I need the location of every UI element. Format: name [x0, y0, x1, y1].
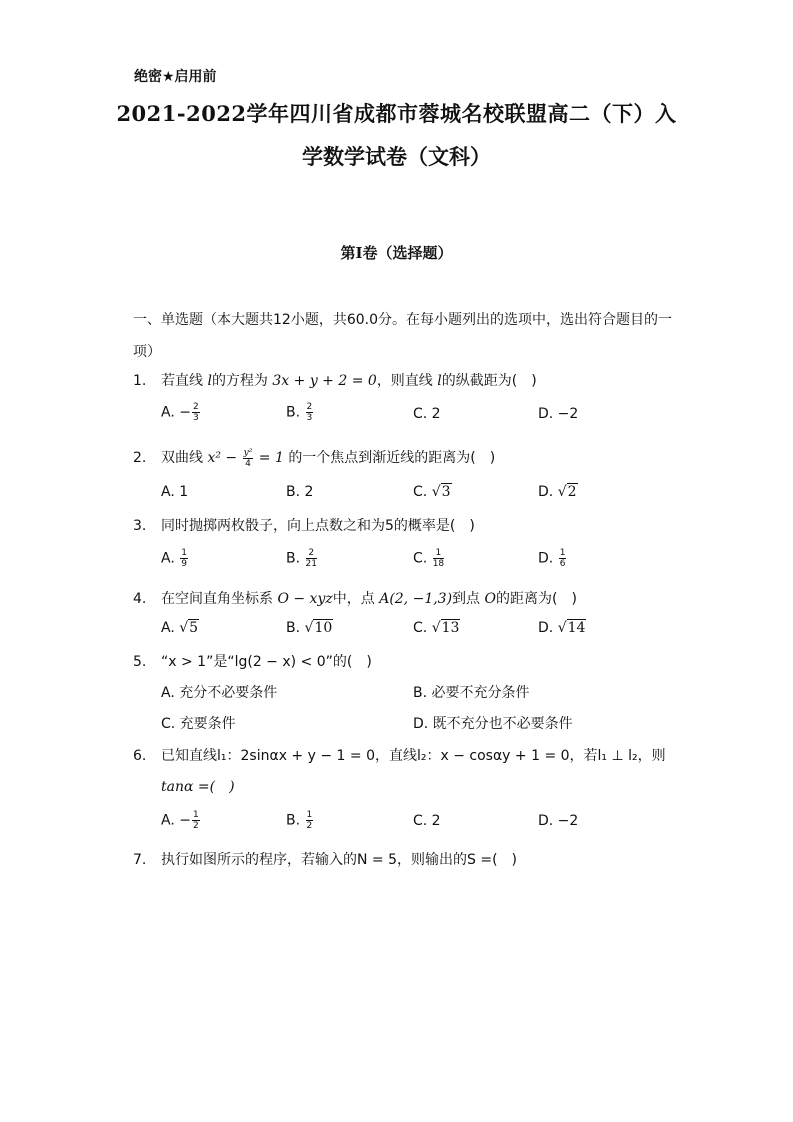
question-4: 4. 在空间直角坐标系 O − xyz中，点 A(2, −1,3)到点 O的距离为( ) — [133, 591, 577, 607]
secret-label: 绝密★启用前 — [134, 69, 217, 85]
option-a[interactable]: A. $\frac{1}{9}$ — [161, 548, 187, 569]
question-3: 3. 同时抛掷两枚骰子，向上点数之和为5的概率是( ) — [133, 518, 475, 534]
question-number: 5. — [133, 654, 147, 670]
sqrt: √14 — [557, 620, 586, 636]
fraction: $\frac{1}{2}$ — [306, 810, 313, 831]
option-c[interactable]: C. 2 — [413, 813, 441, 829]
option-a[interactable]: A. √5 — [161, 620, 199, 636]
option-c[interactable]: C. √13 — [413, 620, 460, 636]
question-5: 5. “x > 1”是“lg(2 − x) < 0”的( ) — [133, 654, 372, 670]
sqrt: √10 — [304, 620, 333, 636]
option-a[interactable]: A. 1 — [161, 484, 189, 500]
option-b[interactable]: B. 必要不充分条件 — [413, 685, 530, 701]
option-d[interactable]: D. √2 — [538, 484, 577, 500]
fraction: $\frac{1}{9}$ — [181, 548, 187, 569]
volume-heading: 第I卷（选择题） — [340, 244, 453, 262]
sqrt: √5 — [179, 620, 199, 636]
option-c[interactable]: C. 2 — [413, 406, 441, 422]
option-b[interactable]: B. $\frac{1}{2}$ — [286, 810, 313, 831]
option-b[interactable]: B. 2 — [286, 484, 314, 500]
question-number: 4. — [133, 591, 147, 607]
fraction: $\frac{1}{2}$ — [192, 810, 199, 831]
option-d[interactable]: D. −2 — [538, 813, 579, 829]
option-b[interactable]: B. $\frac{2}{21}$ — [286, 548, 317, 569]
question-6: 6. 已知直线l₁：2sinαx + y − 1 = 0，直线l₂：x − cosαy + 1 = 0，若l₁ ⊥ l₂，则 — [133, 748, 666, 764]
option-b[interactable]: B. $\frac{2}{3}$ — [286, 402, 313, 423]
question-2: 2. 双曲线 x² − $\frac{\text{y²}}{4}$ = 1 的一个焦点到渐近线的距离为( ) — [133, 447, 496, 469]
question-number: 6. — [133, 748, 147, 764]
question-7: 7. 执行如图所示的程序，若输入的N = 5，则输出的S =( ) — [133, 852, 518, 868]
fraction: $\frac{2}{3}$ — [306, 402, 313, 423]
question-6-continued: tanα =( ) — [161, 779, 235, 795]
option-b[interactable]: B. √10 — [286, 620, 333, 636]
fraction: $\frac{\text{y²}}{4}$ — [243, 447, 253, 469]
option-d[interactable]: D. $\frac{1}{6}$ — [538, 548, 566, 569]
fraction: $\frac{2}{21}$ — [305, 548, 317, 569]
option-c[interactable]: C. 充要条件 — [161, 716, 236, 732]
option-a[interactable]: A. − $\frac{1}{2}$ — [161, 810, 199, 831]
option-d[interactable]: D. √14 — [538, 620, 586, 636]
option-c[interactable]: C. $\frac{1}{18}$ — [413, 548, 445, 569]
fraction: $\frac{1}{18}$ — [432, 548, 445, 569]
exam-title-line2: 学数学试卷（文科） — [302, 144, 491, 169]
fraction: $\frac{2}{3}$ — [192, 402, 199, 423]
question-number: 3. — [133, 518, 147, 534]
question-number: 7. — [133, 852, 147, 868]
sqrt: √3 — [431, 484, 451, 500]
sqrt: √2 — [557, 484, 577, 500]
question-number: 2. — [133, 450, 147, 466]
fraction: $\frac{1}{6}$ — [559, 548, 566, 569]
question-number: 1. — [133, 373, 147, 389]
option-c[interactable]: C. √3 — [413, 484, 451, 500]
option-d[interactable]: D. −2 — [538, 406, 579, 422]
option-d[interactable]: D. 既不充分也不必要条件 — [413, 716, 573, 732]
option-a[interactable]: A. − $\frac{2}{3}$ — [161, 402, 199, 423]
option-a[interactable]: A. 充分不必要条件 — [161, 685, 278, 701]
question-1: 1. 若直线 l的方程为 3x + y + 2 = 0，则直线 l的纵截距为( ) — [133, 373, 537, 389]
section-heading: 一、单选题（本大题共12小题，共60.0分。在每小题列出的选项中，选出符合题目的一项） — [133, 312, 672, 360]
sqrt: √13 — [431, 620, 460, 636]
exam-title-line1: 2021-2022学年四川省成都市蓉城名校联盟高二（下）入 — [116, 101, 677, 126]
